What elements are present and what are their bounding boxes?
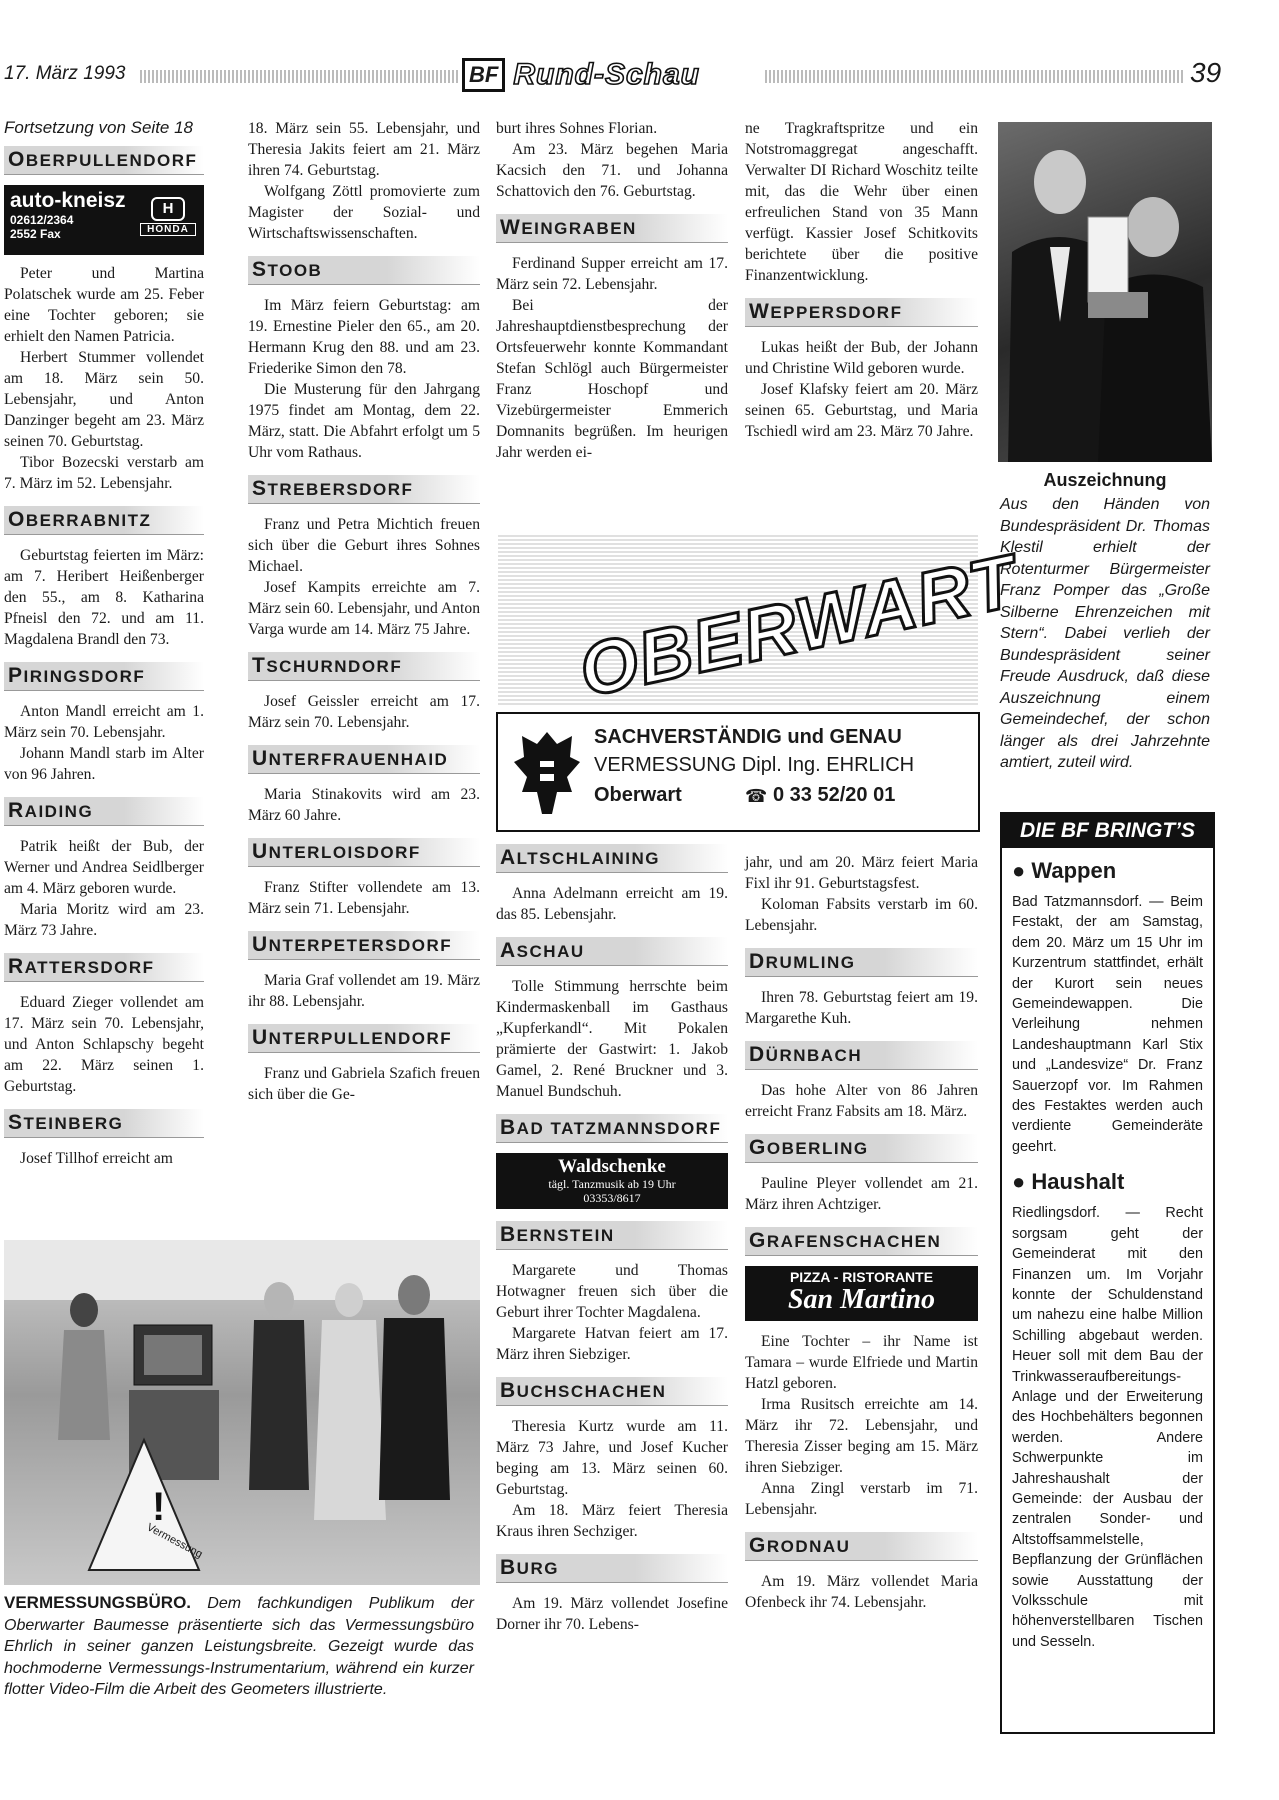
article-text: Koloman Fabsits verstarb im 60. Lebensjahr.: [745, 896, 978, 934]
heading-strebersdorf: STREBERSDORF: [248, 475, 480, 504]
honda-logo-icon: H HONDA: [140, 197, 196, 236]
article-text: Peter und Martina Polatschek wurde am 25. Feber eine Tochter geboren; sie erhielt den Namen Patricia.: [4, 265, 204, 345]
ad-auto-kneisz-fax: 2552 Fax: [10, 227, 61, 241]
heading-unterloisdorf: UNTERLOISDORF: [248, 838, 480, 867]
column-2: [248, 118, 480, 1238]
heading-burg: BURG: [496, 1554, 728, 1583]
photo-auszeichnung-caption: Aus den Händen von Bundespräsident Dr. Thomas Klestil erhielt der Rotenturmer Bürgermeister Franz Pomper das „Große Silberne Ehrenzeichen mit Stern“. Dabei verlieh der Bundespräsident seiner Freude Ausdruck, daß diese Auszeichnung einem Gemeindechef, der schon länger als drei Jahrzehnte amtiert, zuteil wird.: [1000, 496, 1210, 771]
sidebar-heading-haushalt-text: Haushalt: [1031, 1169, 1125, 1195]
article-text: Pauline Pleyer vollendet am 21. März ihren Achtziger.: [745, 1175, 978, 1213]
heading-unterpullendorf: UNTERPULLENDORF: [248, 1024, 480, 1053]
photo-people-illustration: [998, 122, 1212, 462]
heading-aschau: ASCHAU: [496, 937, 728, 966]
ad-ehrlich-city: Oberwart: [594, 784, 682, 806]
article-text: Eduard Zieger vollendet am 17. März sein 70. Lebensjahr, und Anton Schlapschy begeht am 22. März seinen 1. Geburtstag.: [4, 994, 204, 1095]
ad-auto-kneisz-name: auto-kneisz: [10, 189, 126, 212]
ad-san-martino-top: PIZZA - RISTORANTE: [789, 1269, 934, 1285]
masthead-logo: [462, 56, 700, 94]
article-text: Franz und Petra Michtich freuen sich über die Geburt ihres Sohnes Michael.: [248, 516, 480, 575]
article-text: Lukas heißt der Bub, der Johann und Christine Wild geboren wurde.: [745, 339, 978, 377]
sidebar-text-wappen: Bad Tatzmannsdorf. — Beim Festakt, der am Samstag, dem 20. März um 15 Uhr im Kurzentrum stattfindet, erhält der Kurort sein neues Gemeindewappen. Die Verleihung nehmen Landeshauptmann Karl Stix und „Landesvize“ Dr. Franz Sauerzopf vor. Im Rahmen des Festaktes werden auch verdiente Gemeinderäte geehrt.: [1012, 894, 1203, 1155]
ad-ehrlich-phone: 0 33 52/20 01: [773, 784, 896, 806]
heading-tschurndorf: TSCHURNDORF: [248, 652, 480, 681]
article-text: Franz und Gabriela Szafich freuen sich über die Ge-: [248, 1065, 480, 1103]
sidebar-heading-wappen-text: Wappen: [1031, 858, 1117, 883]
header-rule-left: [140, 70, 458, 83]
oberwart-banner-text: OBERWART: [572, 538, 1025, 713]
ad-waldschenke-phone: 03353/8617: [583, 1191, 641, 1205]
sidebar-bf-bringts: [1000, 812, 1215, 1734]
article-text: burt ihres Sohnes Florian.: [496, 120, 658, 137]
article-text: Eine Tochter – ihr Name ist Tamara – wurde Elfriede und Martin Hatzl geboren.: [745, 1333, 978, 1392]
warning-exclamation-icon: !: [152, 1485, 166, 1529]
article-text: Am 23. März begehen Maria Kacsich den 71. und Johanna Schattovich den 76. Geburtstag.: [496, 141, 728, 200]
article-text: Theresia Kurtz wurde am 11. März 73 Jahre, und Josef Kucher beging am 13. März seinen 60. Geburtstag.: [496, 1418, 728, 1498]
article-text: Tolle Stimmung herrschte beim Kindermaskenball im Gasthaus „Kupferkandl“. Mit Pokalen prämierte der Gastwirt: 1. Jakob Gamel, 2. René Bruckner und 3. Manuel Bundschuh.: [496, 978, 728, 1100]
article-text: Margarete und Thomas Hotwagner freuen sich über die Geburt ihrer Tochter Magdalena.: [496, 1262, 728, 1321]
honda-brand: HONDA: [140, 223, 196, 236]
photo-vermessungsbuero: [4, 1240, 480, 1585]
oberwart-banner: [498, 535, 1025, 713]
article-text: Das hohe Alter von 86 Jahren erreicht Franz Fabsits am 18. März.: [745, 1082, 978, 1120]
article-text: Wolfgang Zöttl promovierte zum Magister der Sozial- und Wirtschaftswissenschaften.: [248, 183, 480, 242]
photo-vermessungsbuero-caption: Dem fachkundigen Publikum der Oberwarter Baumesse präsentierte sich das Vermessungsbüro Ehrlich in seiner ganzen Leistungsbreite. Gezeigt wurde das hochmoderne Vermessungs-Instrumentarium, während ein kurzer flotter Video-Film die Arbeit des Geometers illustrierte.: [4, 1595, 474, 1698]
heading-oberpullendorf: OBERPULLENDORF: [4, 146, 204, 175]
heading-rattersdorf: RATTERSDORF: [4, 953, 204, 982]
sidebar-heading-wappen: [1012, 858, 1203, 884]
ad-auto-kneisz-phone: 02612/2364: [10, 213, 74, 227]
ad-waldschenke-name: Waldschenke: [558, 1156, 666, 1177]
heading-bernstein: BERNSTEIN: [496, 1221, 728, 1250]
article-text: Bei der Jahreshauptdienstbesprechung der Ortsfeuerwehr konnte Kommandant Stefan Schlögl auch Bürgermeister Franz Hoschopf und Vizebürgermeister Emmerich Domnanits begrüßen. Im heurigen Jahr werden ei-: [496, 297, 728, 461]
article-text: Josef Tillhof erreicht am: [20, 1150, 173, 1167]
bullet-icon: ●: [1012, 1169, 1026, 1195]
article-text: Am 19. März vollendet Maria Ofenbeck ihr 74. Lebensjahr.: [745, 1573, 978, 1611]
article-text: Franz Stifter vollendete am 13. März sein 71. Lebensjahr.: [248, 879, 480, 917]
column-6: [745, 852, 978, 1800]
article-text: Herbert Stummer vollendet am 18. März sein 50. Lebensjahr, und Anton Danzinger begeht am 23. März seinen 70. Geburtstag.: [4, 349, 204, 450]
eagle-coat-of-arms-icon: [512, 722, 582, 822]
bullet-icon: ●: [1012, 858, 1026, 883]
heading-raiding: RAIDING: [4, 797, 204, 826]
article-text: Am 18. März feiert Theresia Kraus ihren Sechziger.: [496, 1502, 728, 1540]
article-text: Maria Stinakovits wird am 23. März 60 Jahre.: [248, 786, 480, 824]
heading-stoob: STOOB: [248, 256, 480, 285]
sidebar-title: DIE BF BRINGT’S: [1002, 814, 1213, 848]
article-text: Ferdinand Supper erreicht am 17. März sein 72. Lebensjahr.: [496, 255, 728, 293]
article-text: Johann Mandl starb im Alter von 96 Jahren.: [4, 745, 204, 783]
heading-grodnau: GRODNAU: [745, 1532, 978, 1561]
article-text: Josef Kampits erreichte am 7. März sein 60. Lebensjahr, und Anton Varga wurde am 14. März 75 Jahre.: [248, 579, 480, 638]
article-text: Anna Zingl verstarb im 71. Lebensjahr.: [745, 1480, 978, 1518]
photo-auszeichnung-title: Auszeichnung: [1043, 470, 1167, 490]
heading-goberling: GOBERLING: [745, 1134, 978, 1163]
ad-ehrlich: [496, 712, 980, 832]
heading-unterpetersdorf: UNTERPETERSDORF: [248, 931, 480, 960]
header-rule-right: [765, 70, 1185, 83]
article-text: Patrik heißt der Bub, der Werner und Andrea Seidlberger am 4. März geboren wurde.: [4, 838, 204, 897]
phone-icon: ☎: [745, 786, 768, 806]
ad-auto-kneisz: [4, 185, 204, 255]
article-text: 18. März sein 55. Lebensjahr, und Theresia Jakits feiert am 21. März ihren 74. Geburtstag.: [248, 120, 480, 179]
heading-drumling: DRUMLING: [745, 948, 978, 977]
article-text: ne Tragkraftspritze und ein Notstromaggregat angeschafft. Verwalter DI Richard Woschitz teilte mit, das die Wehr über einen erfreulichen Stand von 35 Mann verfügt. Kassier Josef Schitkovits berichtete über die positive Finanzentwicklung.: [745, 120, 978, 284]
article-text: Geburtstag feierten im März: am 7. Heribert Heißenberger den 55., am 8. Katharina Pfneisl den 72. und am 11. Magdalena Brandl den 73.: [4, 547, 204, 648]
heading-durnbach: DÜRNBACH: [745, 1041, 978, 1070]
article-text: jahr, und am 20. März feiert Maria Fixl ihr 91. Geburtstagsfest.: [745, 854, 978, 892]
heading-piringsdorf: PIRINGSDORF: [4, 662, 204, 691]
article-text: Anna Adelmann erreicht am 19. das 85. Lebensjahr.: [496, 885, 728, 923]
masthead-title: Rund-Schau: [513, 58, 700, 91]
column-1: [4, 118, 204, 1353]
article-text: Margarete Hatvan feiert am 17. März ihren Siebziger.: [496, 1325, 728, 1363]
sidebar-body: [1002, 848, 1213, 1656]
heading-weingraben: WEINGRABEN: [496, 214, 728, 243]
column-5: [496, 842, 728, 1800]
page-number: 39: [1190, 57, 1222, 88]
ad-san-martino-name: San Martino: [787, 1284, 936, 1315]
heading-grafenschachen: GRAFENSCHACHEN: [745, 1227, 978, 1256]
heading-bad-tatzmannsdorf: BAD TATZMANNSDORF: [496, 1114, 728, 1143]
photo-fair-illustration: [4, 1240, 480, 1585]
article-text: Am 19. März vollendet Josefine Dorner ihr 70. Lebens-: [496, 1595, 728, 1633]
article-text: Ihren 78. Geburtstag feiert am 19. Margarethe Kuh.: [745, 989, 978, 1027]
ad-ehrlich-line2: VERMESSUNG Dipl. Ing. EHRLICH: [594, 754, 915, 776]
photo-vermessungsbuero-sign: Vermessung: [144, 1521, 205, 1561]
heading-unterfrauenhaid: UNTERFRAUENHAID: [248, 745, 480, 774]
article-text: Josef Klafsky feiert am 20. März seinen 65. Geburtstag, und Maria Tschiedl wird am 23. März 70 Jahre.: [745, 381, 978, 440]
article-text: Anton Mandl erreicht am 1. März sein 70. Lebensjahr.: [4, 703, 204, 741]
photo-auszeichnung: [998, 122, 1212, 462]
column-4-top: [745, 118, 978, 518]
masthead-bf: BF: [462, 58, 505, 92]
heading-weppersdorf: WEPPERSDORF: [745, 298, 978, 327]
article-text: Maria Graf vollendet am 19. März ihr 88. Lebensjahr.: [248, 972, 480, 1010]
article-text: Irma Rusitsch erreichte am 14. März ihr 72. Lebensjahr, und Theresia Zisser beging am 15. März ihren Siebziger.: [745, 1396, 978, 1476]
heading-steinberg: STEINBERG: [4, 1109, 204, 1138]
sidebar-text-haushalt: Riedlingsdorf. — Recht sorgsam geht der Gemeinderat mit den Finanzen um. Im Vorjahr konnte der Schuldenstand um nahezu eine halbe Million Schilling abgebaut werden. Heuer soll mit dem Bau der Trinkwasseraufbereitungs-Anlage und der Erweiterung des Hochbehälters begonnen werden. Andere Schwerpunkte im Jahreshaushalt der Gemeinde: der Ausbau der zentralen Sonder- und Altstoffsammelstelle, Bepflanzung der Grünflächen sowie Ausstattung der Volksschule mit höhenverstellbaren Tischen und Sesseln.: [1012, 1205, 1203, 1650]
heading-buchschachen: BUCHSCHACHEN: [496, 1377, 728, 1406]
article-text: Die Musterung für den Jahrgang 1975 findet am Montag, dem 22. März, statt. Die Abfahrt erfolgt um 5 Uhr vom Rathaus.: [248, 381, 480, 461]
header-date: 17. März 1993: [4, 63, 126, 84]
column-3-top: [496, 118, 728, 518]
heading-oberrabnitz: OBERRABNITZ: [4, 506, 204, 535]
article-text: Maria Moritz wird am 23. März 73 Jahre.: [4, 901, 204, 939]
heading-altschlaining: ALTSCHLAINING: [496, 844, 728, 873]
ad-waldschenke-line: tägl. Tanzmusik ab 19 Uhr: [548, 1177, 676, 1191]
continuation-note: Fortsetzung von Seite 18: [4, 118, 194, 137]
article-text: Josef Geissler erreicht am 17. März sein 70. Lebensjahr.: [248, 693, 480, 731]
ad-san-martino: [745, 1266, 978, 1321]
article-text: Im März feiern Geburtstag: am 19. Ernestine Pieler den 65., am 20. Hermann Krug den 88. und am 23. Friederike Simon den 78.: [248, 297, 480, 377]
ad-waldschenke: [496, 1153, 728, 1209]
sidebar-heading-haushalt: [1012, 1169, 1203, 1195]
article-text: Tibor Bozecski verstarb am 7. März im 52. Lebensjahr.: [4, 454, 204, 492]
ad-ehrlich-line1: SACHVERSTÄNDIG und GENAU: [594, 726, 902, 748]
photo-vermessungsbuero-caption-block: [4, 1592, 474, 1701]
photo-vermessungsbuero-title: VERMESSUNGSBÜRO.: [4, 1593, 192, 1612]
photo-vermessungsbuero-caption-wrap: [4, 1592, 474, 1701]
